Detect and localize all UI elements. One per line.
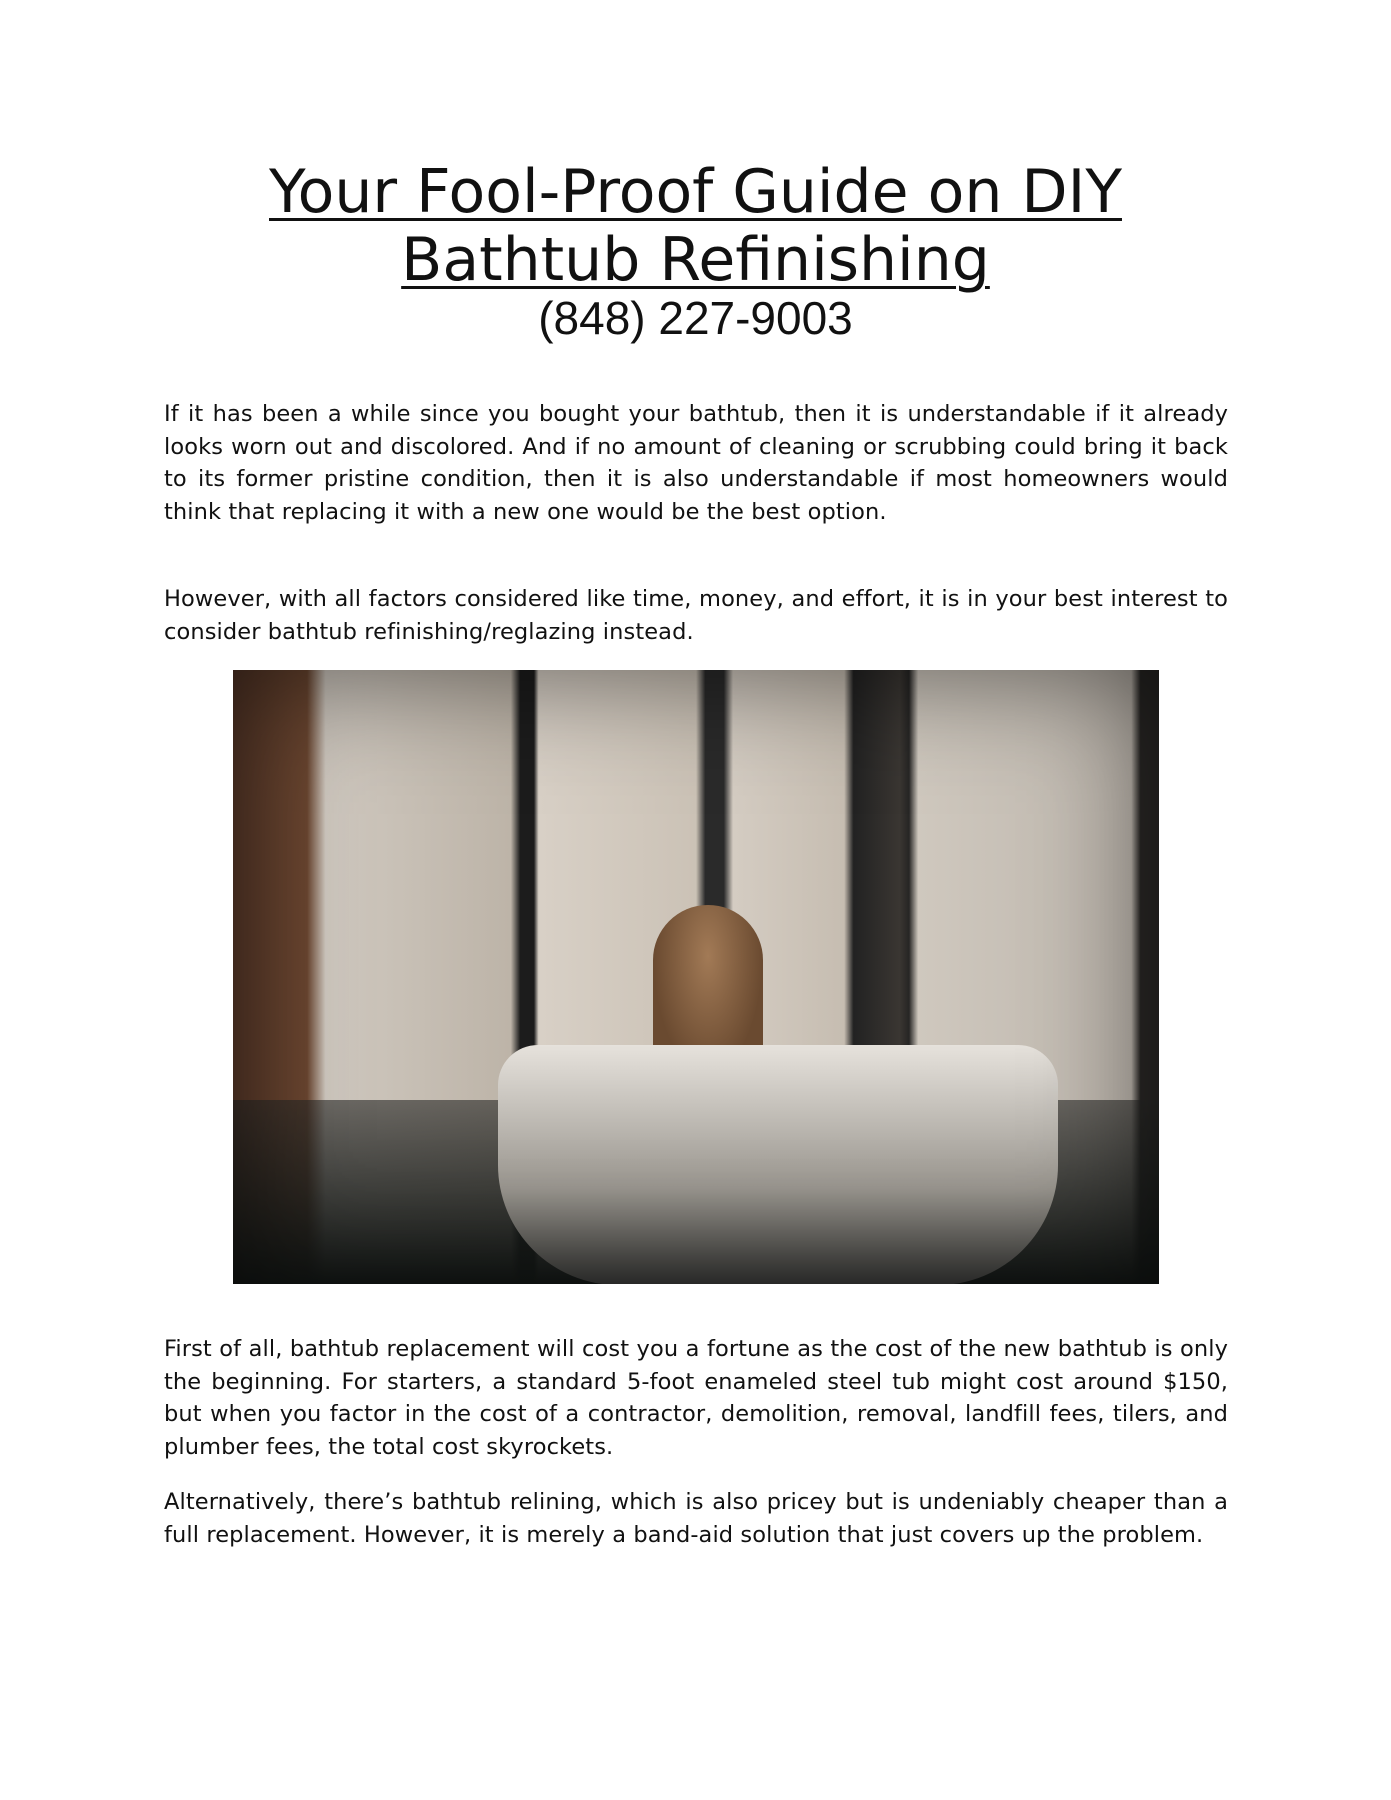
paragraph-recommendation: However, with all factors considered like time, money, and effort, it is in your best interest to consider bathtub refinishing/reglazing instead.	[164, 586, 1228, 645]
title-line-1: Your Fool-Proof Guide on DIY	[269, 157, 1122, 227]
photo-vignette	[233, 670, 1159, 1284]
bathtub-photo	[233, 670, 1159, 1284]
title-line-2: Bathtub Refinishing	[401, 225, 990, 295]
paragraph-intro: If it has been a while since you bought your bathtub, then it is understandable if it already looks worn out and discolored. And if no amount of cleaning or scrubbing could bring it back to its former pristine condition, then it is also understandable if most homeowners would think that replacing it with a new one would be the best option.	[164, 401, 1228, 525]
paragraph-replacement-cost: First of all, bathtub replacement will cost you a fortune as the cost of the new bathtub is only the beginning. For starters, a standard 5-foot enameled steel tub might cost around $150, but when you factor in the cost of a contractor, demolition, removal, landfill fees, tilers, and plumber fees, the total cost skyrockets.	[164, 1336, 1228, 1460]
document-title	[0, 158, 1391, 294]
paragraph-relining: Alternatively, there’s bathtub relining, which is also pricey but is undeniably cheaper than a full replacement. However, it is merely a band-aid solution that just covers up the problem.	[164, 1489, 1228, 1548]
phone-number: (848) 227-9003	[538, 292, 853, 344]
